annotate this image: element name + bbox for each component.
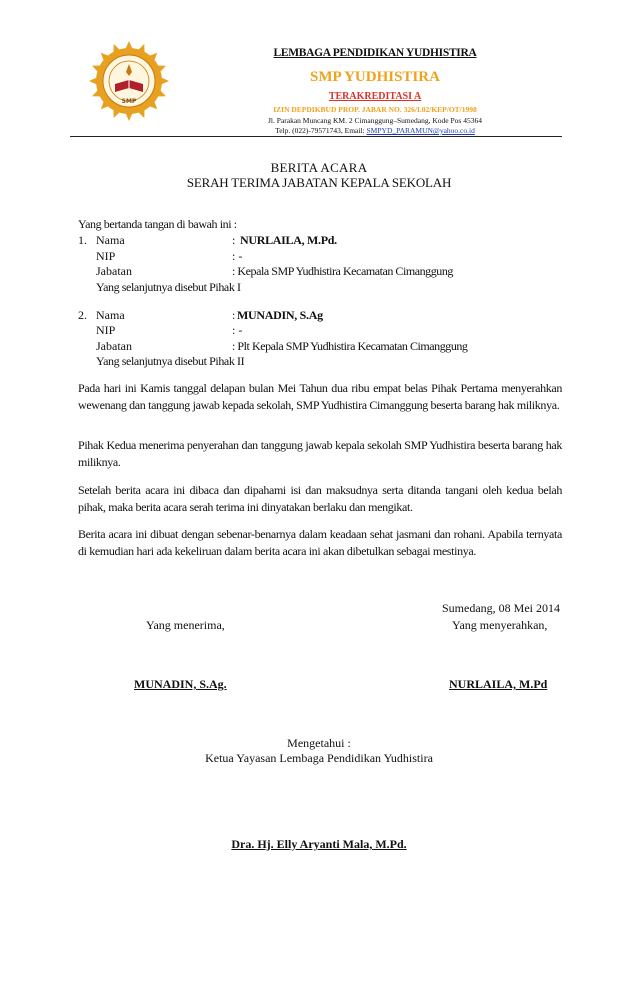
receiver-name: MUNADIN, S.Ag. — [134, 677, 227, 691]
paragraph-validity: Setelah berita acara ini dibaca dan dipahami isi dan maksudnya serta ditanda tangani oleh kedua belah pihak, maka berita acara serah terima ini dinyatakan berlaku dan mengikat. — [78, 483, 562, 514]
intro-text: Yang bertanda tangan di bawah ini : — [78, 217, 237, 231]
paragraph-disclaimer: Berita acara ini dibuat dengan sebenar-benarnya dalam keadaan sehat jasmani dan rohani. Apabila ternyata di kemudian hari ada kekeliruan dalam berita acara ini akan dibetulkan sebagai mestinya. — [78, 527, 562, 558]
party1-name-value: NURLAILA, M.Pd. — [240, 233, 337, 247]
place-date: Sumedang, 08 Mei 2014 — [442, 601, 560, 615]
document-subtitle: SERAH TERIMA JABATAN KEPALA SEKOLAH — [186, 175, 452, 190]
party1-nip-label: NIP — [96, 249, 116, 263]
receiver-label: Yang menerima, — [146, 618, 225, 632]
organization-name: LEMBAGA PENDIDIKAN YUDHISTIRA — [273, 47, 477, 59]
giver-label: Yang menyerahkan, — [452, 618, 548, 632]
party2-name-colon: : — [232, 308, 236, 322]
paragraph-handover: Pada hari ini Kamis tanggal delapan bulan Mei Tahun dua ribu empat belas Pihak Pertama menyerahkan wewenang dan tanggung jawab kepada sekolah, SMP Yudhistira Cimanggung beserta barang hak miliknya. — [78, 381, 562, 412]
party1-alias: Yang selanjutnya disebut Pihak I — [96, 280, 241, 294]
contact-line — [190, 127, 560, 135]
paragraph-acceptance: Pihak Kedua menerima penyerahan dan tanggung jawab kepala sekolah SMP Yudhistira beserta barang hak miliknya. — [78, 438, 562, 469]
party2-number: 2. — [78, 308, 87, 322]
document-title: BERITA ACARA — [270, 160, 368, 175]
party2-position-value: : Plt Kepala SMP Yudhistira Kecamatan Cimanggung — [232, 339, 468, 353]
letterhead-divider — [70, 136, 562, 137]
telephone: Telp. (022)-79571743, Email: — [275, 126, 367, 135]
party2-name-value: MUNADIN, S.Ag — [237, 308, 323, 322]
acknowledged-label: Mengetahui : — [287, 736, 351, 750]
party2-nip-label: NIP — [96, 323, 116, 337]
party2-nip-value: : - — [232, 323, 243, 337]
party2-position-label: Jabatan — [96, 339, 132, 353]
party1-number: 1. — [78, 233, 87, 247]
svg-text:SMP: SMP — [121, 98, 137, 105]
permit-number: IZIN DEPDIKBUD PROP. JABAR NO. 326/I.02/KEP/OT/1998 — [273, 105, 477, 114]
school-name: SMP YUDHISTIRA — [310, 69, 440, 85]
party1-name-colon: : — [232, 233, 239, 247]
email-link[interactable]: SMPYD_PARAMUN@yahoo.co.id — [366, 126, 475, 135]
school-address: Jl. Parakan Muncang KM. 2 Cimanggung–Sumedang, Kode Pos 45364 — [268, 116, 482, 125]
party2-name-label: Nama — [96, 308, 125, 322]
party1-position-value: : Kepala SMP Yudhistira Kecamatan Cimanggung — [232, 264, 453, 278]
party2-alias: Yang selanjutnya disebut Pihak II — [96, 354, 245, 368]
party1-position-label: Jabatan — [96, 264, 132, 278]
giver-name: NURLAILA, M.Pd — [449, 677, 548, 691]
school-logo — [88, 40, 170, 122]
foundation-chair-name: Dra. Hj. Elly Aryanti Mala, M.Pd. — [231, 837, 407, 851]
party1-nip-value: : - — [232, 249, 243, 263]
party1-name-label: Nama — [96, 233, 125, 247]
accreditation-status: TERAKREDITASI A — [328, 91, 422, 102]
foundation-chair-role: Ketua Yayasan Lembaga Pendidikan Yudhistira — [205, 751, 433, 765]
